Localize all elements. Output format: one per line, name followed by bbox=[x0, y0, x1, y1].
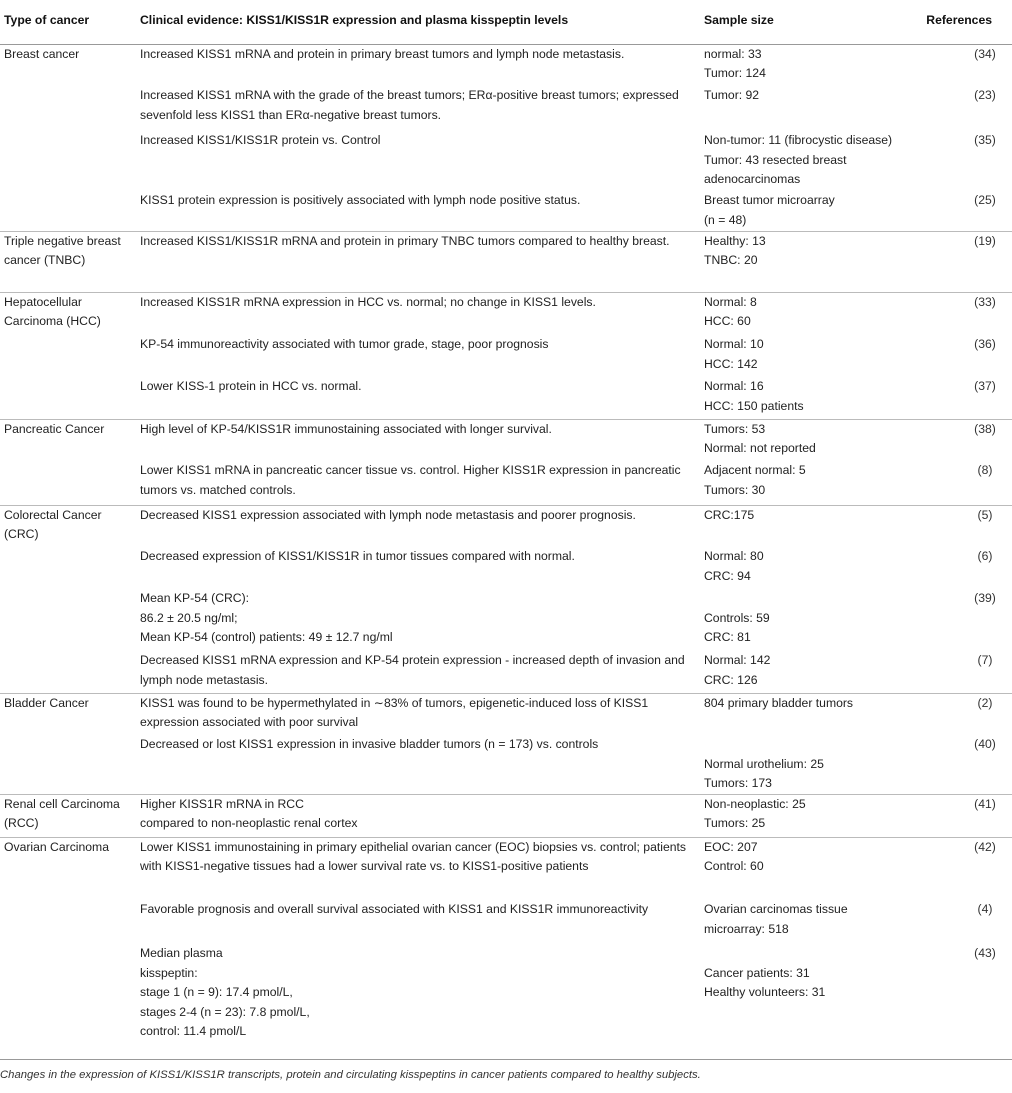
clinical-evidence-cell: Lower KISS1 mRNA in pancreatic cancer tissue vs. control. Higher KISS1R expression in pancreatic tumors vs. matched controls. bbox=[140, 463, 681, 497]
clinical-evidence-cell: Higher KISS1R mRNA in RCC compared to non-neoplastic renal cortex bbox=[140, 796, 358, 830]
table-row bbox=[0, 131, 1012, 191]
cancer-type-cell: Pancreatic Cancer bbox=[4, 421, 105, 436]
reference-cell[interactable]: (2) bbox=[977, 695, 993, 710]
clinical-evidence-cell: Decreased expression of KISS1/KISS1R in tumor tissues compared with normal. bbox=[140, 549, 575, 563]
sample-size-cell: CRC:175 bbox=[704, 507, 755, 522]
reference-cell[interactable]: (43) bbox=[974, 946, 996, 960]
clinical-evidence-cell: Increased KISS1 mRNA and protein in primary breast tumors and lymph node metastasis. bbox=[140, 46, 625, 61]
sample-size-cell: Cancer patients: 31 Healthy volunteers: 31 bbox=[704, 965, 826, 999]
clinical-evidence-cell: Increased KISS1R mRNA expression in HCC vs. normal; no change in KISS1 levels. bbox=[140, 294, 596, 309]
table-row bbox=[0, 900, 1012, 944]
table-row bbox=[0, 505, 1012, 547]
sample-size-cell: Normal: 10 HCC: 142 bbox=[704, 337, 764, 371]
cancer-type-cell: Hepatocellular Carcinoma (HCC) bbox=[4, 294, 101, 328]
reference-cell[interactable]: (34) bbox=[974, 46, 996, 61]
sample-size-cell: EOC: 207 Control: 60 bbox=[704, 839, 764, 873]
clinical-evidence-cell: Median plasma kisspeptin: stage 1 (n = 9): 17.4 pmol/L, stages 2-4 (n = 23): 7.8 pmol/L, control: 11.4 pmol/L bbox=[140, 946, 310, 1038]
table-row bbox=[0, 292, 1012, 335]
reference-cell[interactable]: (35) bbox=[974, 133, 996, 147]
clinical-evidence-cell: Decreased or lost KISS1 expression in invasive bladder tumors (n = 173) vs. controls bbox=[140, 737, 599, 751]
sample-size-cell: Ovarian carcinomas tissue microarray: 518 bbox=[704, 902, 848, 936]
reference-cell[interactable]: (4) bbox=[977, 902, 993, 916]
reference-cell[interactable]: (41) bbox=[974, 796, 996, 811]
table-row bbox=[0, 735, 1012, 794]
sample-size-cell: normal: 33 Tumor: 124 bbox=[704, 46, 766, 80]
table-row bbox=[0, 589, 1012, 651]
table-row bbox=[0, 651, 1012, 693]
sample-size-cell: Normal: 8 HCC: 60 bbox=[704, 294, 757, 328]
clinical-evidence-cell: KISS1 was found to be hypermethylated in ∼83% of tumors, epigenetic-induced loss of KISS1 expression associated with poor survival bbox=[140, 695, 649, 729]
table-row bbox=[0, 693, 1012, 735]
clinical-evidence-cell: KISS1 protein expression is positively associated with lymph node positive status. bbox=[140, 193, 581, 207]
reference-cell[interactable]: (23) bbox=[974, 88, 996, 102]
sample-size-cell: Controls: 59 CRC: 81 bbox=[704, 610, 770, 644]
reference-cell[interactable]: (6) bbox=[977, 549, 993, 563]
reference-cell[interactable]: (38) bbox=[974, 421, 996, 436]
reference-cell[interactable]: (19) bbox=[974, 233, 996, 248]
header-row bbox=[0, 4, 1012, 44]
sample-size-cell: Normal urothelium: 25 Tumors: 173 bbox=[704, 756, 824, 790]
table-row bbox=[0, 44, 1012, 86]
sample-size-cell: Normal: 16 HCC: 150 patients bbox=[704, 379, 804, 413]
table-row bbox=[0, 377, 1012, 419]
cancer-type-cell: Breast cancer bbox=[4, 46, 80, 61]
sample-size-cell: Normal: 142 CRC: 126 bbox=[704, 653, 771, 687]
table-row bbox=[0, 231, 1012, 292]
sample-size-cell: Normal: 80 CRC: 94 bbox=[704, 549, 764, 583]
table-row bbox=[0, 419, 1012, 461]
cancer-type-cell: Triple negative breast cancer (TNBC) bbox=[4, 233, 121, 267]
clinical-evidence-cell: Decreased KISS1 expression associated with lymph node metastasis and poorer prognosis. bbox=[140, 507, 636, 522]
table-row bbox=[0, 944, 1012, 1048]
sample-size-cell: Breast tumor microarray (n = 48) bbox=[704, 193, 835, 227]
clinical-evidence-cell: Lower KISS-1 protein in HCC vs. normal. bbox=[140, 379, 362, 393]
kisspeptin-cancer-table bbox=[0, 4, 1012, 1048]
cancer-type-cell: Bladder Cancer bbox=[4, 695, 89, 710]
table-row bbox=[0, 547, 1012, 589]
clinical-evidence-cell: High level of KP-54/KISS1R immunostaining associated with longer survival. bbox=[140, 421, 552, 436]
table-row bbox=[0, 794, 1012, 837]
sample-size-cell: Tumor: 92 bbox=[704, 88, 760, 102]
reference-cell[interactable]: (37) bbox=[974, 379, 996, 393]
clinical-evidence-cell: Decreased KISS1 mRNA expression and KP-54 protein expression - increased depth of invasion and lymph node metastasis. bbox=[140, 653, 685, 687]
table-caption: Changes in the expression of KISS1/KISS1R transcripts, protein and circulating kisspeptins in cancer patients compared to healthy subjects. bbox=[0, 1059, 1012, 1086]
sample-size-cell: Non-neoplastic: 25 Tumors: 25 bbox=[704, 796, 806, 830]
reference-cell[interactable]: (33) bbox=[974, 294, 996, 309]
table-body bbox=[0, 44, 1012, 1048]
header-sample-size: Sample size bbox=[700, 4, 906, 44]
table-row bbox=[0, 837, 1012, 900]
clinical-evidence-cell: Lower KISS1 immunostaining in primary epithelial ovarian cancer (EOC) biopsies vs. control; patients with KISS1-negative tissues had a lower survival rate vs. to KISS1-positive patients bbox=[140, 839, 686, 873]
cancer-type-cell: Ovarian Carcinoma bbox=[4, 839, 109, 854]
reference-cell[interactable]: (36) bbox=[974, 337, 996, 351]
header-type-of-cancer: Type of cancer bbox=[0, 4, 136, 44]
reference-cell[interactable]: (8) bbox=[977, 463, 993, 477]
clinical-evidence-cell: KP-54 immunoreactivity associated with tumor grade, stage, poor prognosis bbox=[140, 337, 549, 351]
clinical-evidence-cell: Mean KP-54 (CRC): 86.2 ± 20.5 ng/ml; Mean KP-54 (control) patients: 49 ± 12.7 ng/ml bbox=[140, 591, 393, 644]
sample-size-cell: Adjacent normal: 5 Tumors: 30 bbox=[704, 463, 806, 497]
reference-cell[interactable]: (7) bbox=[977, 653, 993, 667]
header-clinical-evidence: Clinical evidence: KISS1/KISS1R expression and plasma kisspeptin levels bbox=[136, 4, 700, 44]
reference-cell[interactable]: (5) bbox=[977, 507, 993, 522]
sample-size-cell: Tumors: 53 Normal: not reported bbox=[704, 421, 816, 455]
clinical-evidence-cell: Increased KISS1 mRNA with the grade of the breast tumors; ERα-positive breast tumors; expressed sevenfold less KISS1 than ERα-negative breast tumors. bbox=[140, 88, 679, 122]
table-row bbox=[0, 461, 1012, 505]
cancer-type-cell: Renal cell Carcinoma (RCC) bbox=[4, 796, 120, 830]
reference-cell[interactable]: (39) bbox=[974, 591, 996, 605]
sample-size-cell: 804 primary bladder tumors bbox=[704, 695, 854, 710]
sample-size-cell: Non-tumor: 11 (fibrocystic disease) Tumor: 43 resected breast adenocarcinomas bbox=[704, 133, 893, 186]
reference-cell[interactable]: (40) bbox=[974, 737, 996, 751]
reference-cell[interactable]: (25) bbox=[974, 193, 996, 207]
sample-size-cell: Healthy: 13 TNBC: 20 bbox=[704, 233, 766, 267]
table-row bbox=[0, 191, 1012, 231]
cancer-type-cell: Colorectal Cancer (CRC) bbox=[4, 507, 102, 541]
table-row bbox=[0, 335, 1012, 377]
clinical-evidence-cell: Favorable prognosis and overall survival associated with KISS1 and KISS1R immunoreactivity bbox=[140, 902, 649, 916]
header-references: References bbox=[906, 4, 1012, 44]
clinical-evidence-cell: Increased KISS1/KISS1R mRNA and protein in primary TNBC tumors compared to healthy breast. bbox=[140, 233, 670, 248]
clinical-evidence-cell: Increased KISS1/KISS1R protein vs. Control bbox=[140, 133, 381, 147]
table-row bbox=[0, 86, 1012, 131]
reference-cell[interactable]: (42) bbox=[974, 839, 996, 854]
